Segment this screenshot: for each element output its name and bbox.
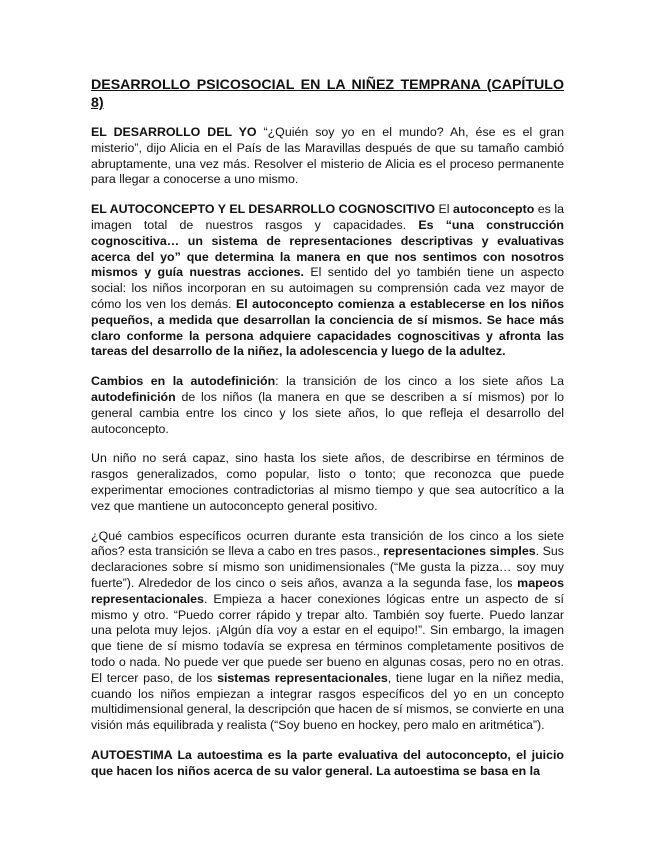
- paragraph-text: El sentido del yo también tiene un aspecto social: los niños incorporan en su autoimagen su comprensión cada vez mayor de cómo los ven los demás.: [91, 265, 564, 311]
- paragraph-rasgos-generalizados: Un niño no será capaz, sino hasta los siete años, de describirse en términos de rasgos generalizados, como popular, listo o tonto; que reconozca que puede experimentar emociones contradictorias al mismo tiempo y que sea autocrítico a la vez que mantiene un autoconcepto general positivo.: [91, 451, 564, 513]
- bold-term: mapeos representacionales: [91, 575, 564, 606]
- paragraph-tres-pasos: [91, 529, 564, 734]
- paragraph-desarrollo-del-yo: [91, 125, 564, 188]
- paragraph-autoestima: [91, 748, 564, 780]
- paragraph-text: , tiene lugar en la niñez media, cuando los niños empiezan a integrar rasgos específicos del yo en un concepto multidimensional general, la descripción que hacen de sí mismos, se convierte en una visión más equilibrada y realista (“Soy bueno en hockey, pero malo en aritmética”).: [91, 670, 564, 733]
- paragraph-text: de los niños (la manera en que se describen a sí mismos) por lo general cambia entre los cinco y los siete años, lo que refleja el desarrollo del autoconcepto.: [91, 389, 564, 436]
- bold-text: Es “una construcción cognoscitiva… un sistema de representaciones descriptivas y evaluativas acerca del yo” que determina la manera en que nos sentimos con nosotros mismos y guía nuestras acciones.: [91, 217, 564, 280]
- bold-term: representaciones simples: [383, 544, 536, 559]
- paragraph-cambios-autodefinicion: [91, 374, 564, 437]
- bold-term: autodefinición: [91, 389, 176, 404]
- bold-term: sistemas representacionales: [217, 670, 388, 685]
- section-heading: AUTOESTIMA: [91, 747, 173, 762]
- paragraph-text: El: [435, 202, 454, 217]
- bold-text: La autoestima es la parte evaluativa del autoconcepto, el juicio que hacen los niños acerca de su valor general. La autoestima se basa en la: [91, 747, 564, 778]
- section-heading: Cambios en la autodefinición: [91, 374, 276, 389]
- paragraph-text: “¿Quién soy yo en el mundo? Ah, ése es el gran misterio”, dijo Alicia en el País de las Maravillas después de que su tamaño cambió abruptamente, una vez más. Resolver el misterio de Alicia es el proceso permanente para llegar a conocerse a uno mismo.: [91, 125, 564, 187]
- paragraph-text: es la imagen total de nuestros rasgos y capacidades.: [91, 202, 564, 232]
- paragraph-autoconcepto: [91, 202, 564, 360]
- page-title: DESARROLLO PSICOSOCIAL EN LA NIÑEZ TEMPRANA (CAPÍTULO 8): [91, 77, 564, 111]
- paragraph-text: . Empieza a hacer conexiones lógicas entre un aspecto de sí mismo y otro. “Puedo correr rápido y trepar alto. También soy fuerte. Puedo lanzar una pelota muy lejos. ¡Algún día voy a estar en el equipo!”. Sin embargo, la imagen que tiene de sí mismo todavía se expresa en términos completamente positivos de todo o nada. No puede ver que puede ser bueno en algunas cosas, pero no en otras. El tercer paso, de los: [91, 591, 564, 685]
- paragraph-text: . Sus declaraciones sobre sí mismo son unidimensionales (“Me gusta la pizza… soy muy fuerte”). Alrededor de los cinco o seis años, avanza a la segunda fase, los: [91, 544, 564, 590]
- section-heading: EL DESARROLLO DEL YO: [91, 125, 257, 139]
- paragraph-text: ¿Qué cambios específicos ocurren durante esta transición de los cinco a los siete años? esta transición se lleva a cabo en tres pasos.,: [91, 528, 564, 559]
- bold-term: autoconcepto: [453, 202, 535, 217]
- bold-text: El autoconcepto comienza a establecerse en los niños pequeños, a medida que desarrollan la conciencia de sí mismos. Se hace más claro conforme la persona adquiere capacidades cognoscitivas y afronta las tareas del desarrollo de la niñez, la adolescencia y luego de la adultez.: [91, 296, 564, 359]
- paragraph-text: : la transición de los cinco a los siete años La: [275, 374, 564, 389]
- section-heading: EL AUTOCONCEPTO Y EL DESARROLLO COGNOSCITIVO: [91, 202, 436, 217]
